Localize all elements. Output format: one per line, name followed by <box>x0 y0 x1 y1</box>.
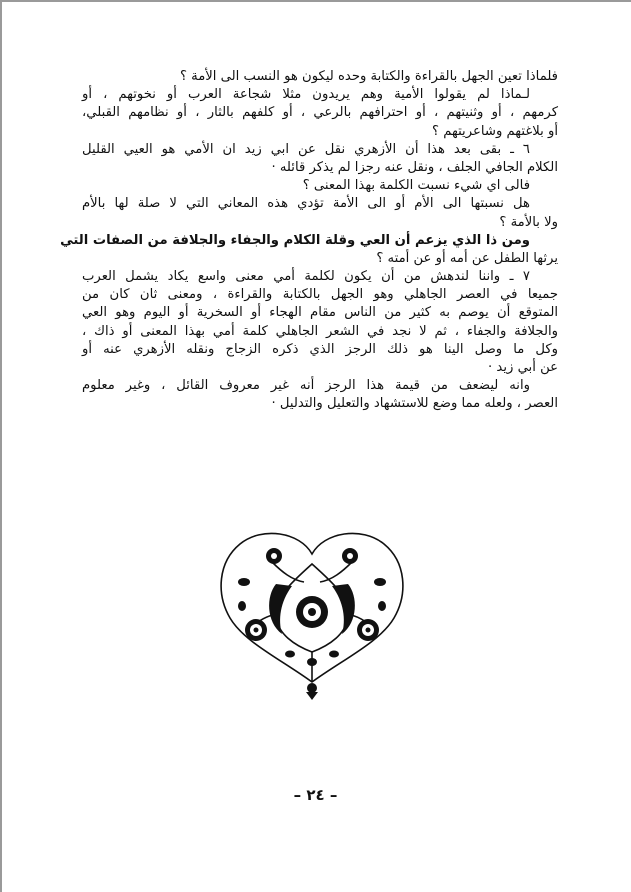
text-line-2: لـماذا لم يقولوا الأمية وهم يريدون مثلا شجاعة العرب أو نخوتهم ، أو <box>82 87 530 103</box>
text-line-10: ومن ذا الذي يزعم أن العي وقلة الكلام والجفاء والجلافة من الصفات التي <box>60 232 530 248</box>
text-line-14: المتوقع أن يوصم به كثير من الناس مقام الهجاء أو السخرية أو اليوم وهو العي <box>82 305 558 321</box>
text-line-13: جميعا في العصر الجاهلي وهو الجهل بالكتابة والقراءة ، ومعنى ثان كان من <box>82 287 558 303</box>
page-number: – ٢٤ – <box>293 786 338 804</box>
text-line-15: والجلافة والجفاء ، ثم لا نجد في الشعر الجاهلي كلمة أمي بهذا المعنى أو ذاك ، <box>82 323 558 339</box>
text-line-8: هل نسبتها الى الأم أو الى الأمة تؤدي هذه المعاني التي لا صلة لها بالأم <box>82 196 530 212</box>
text-line-12: ٧ ـ واننا لندهش من أن يكون لكلمة أمي معنى واسع يكاد يشمل العرب <box>82 269 530 285</box>
text-line-5: ٦ ـ بقى بعد هذا أن الأزهري نقل عن ابي زيد ان الأمي هو العيي القليل <box>82 141 530 157</box>
text-line-6: الكلام الجافي الجلف ، ونقل عنه رجزا لم يذكر قائله · <box>271 159 558 175</box>
body-text <box>60 68 558 414</box>
text-line-18: وانه ليضعف من قيمة هذا الرجز أنه غير معروف القائل ، وغير معلوم <box>82 378 530 394</box>
text-line-16: وكل ما وصل الينا هو ذلك الرجز الذي ذكره الزجاج ونقله الأزهري عنه أو <box>82 341 558 357</box>
text-line-7: فالى اي شيء نسبت الكلمة بهذا المعنى ؟ <box>302 178 530 194</box>
text-line-4: أو بلاغتهم وشاعريتهم ؟ <box>432 123 558 139</box>
text-line-17: عن أبي زيد · <box>488 360 558 375</box>
text-line-11: يرثها الطفل عن أمه أو عن أمته ؟ <box>376 250 558 266</box>
text-line-19: العصر ، ولعله مما وضع للاستشهاد والتعليل والتدليل · <box>271 396 558 412</box>
floral-heart-ornament-icon <box>212 522 412 702</box>
text-line-1: فلماذا تعين الجهل بالقراءة والكتابة وحده ليكون هو النسب الى الأمة ؟ <box>179 69 558 84</box>
text-line-3: كرمهم ، أو وثنيتهم ، أو احترافهم بالرعي ، أو كلفهم بالثار ، أو نظامهم القبلي، <box>82 105 558 121</box>
text-line-9: ولا بالأمة ؟ <box>499 214 558 230</box>
